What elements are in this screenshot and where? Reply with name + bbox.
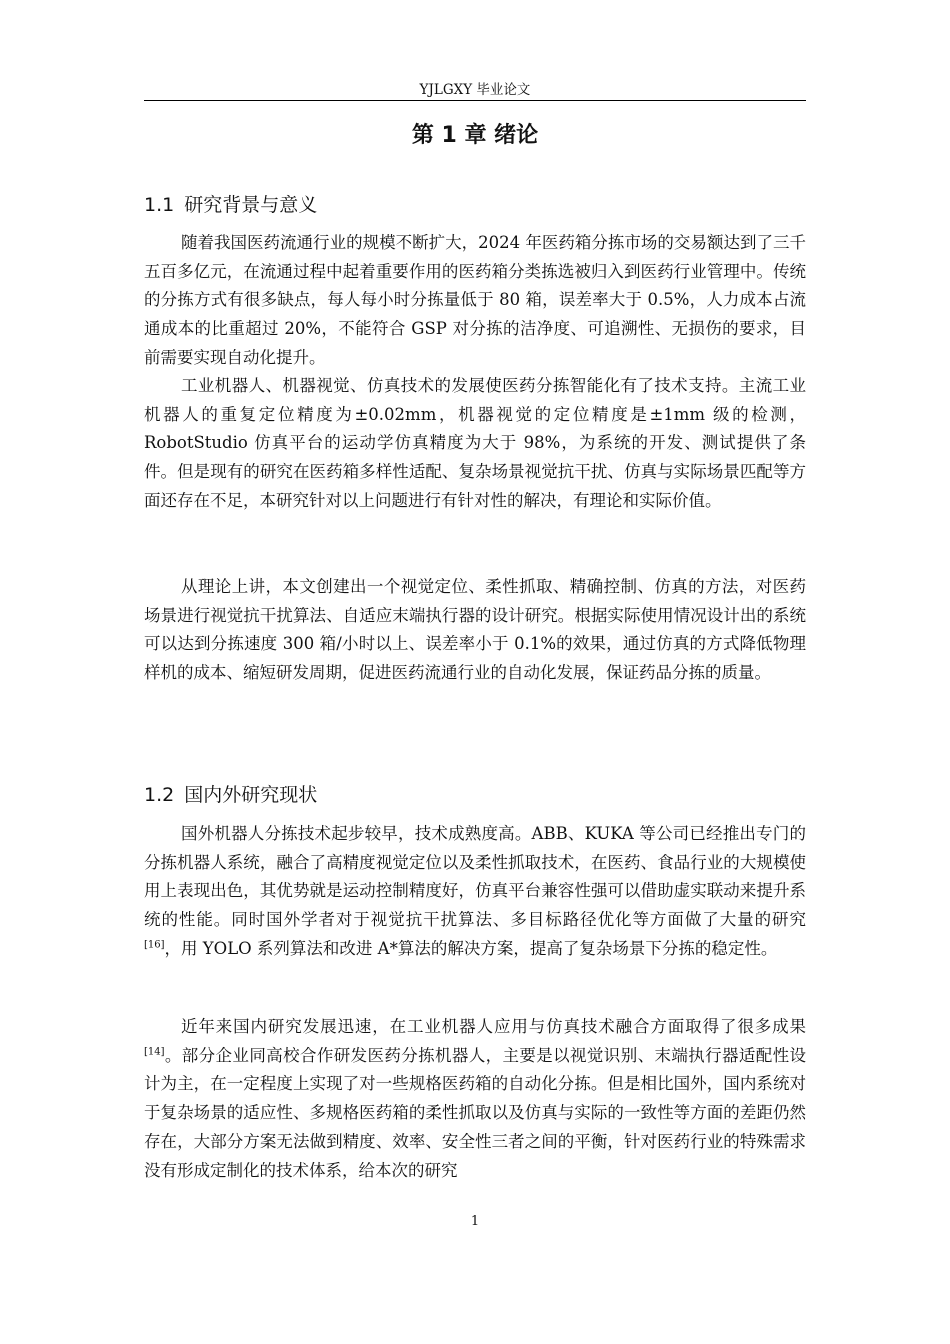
chapter-title: 第 1 章 绪论 xyxy=(411,123,539,148)
section-title: 研究背景与意义 xyxy=(184,194,318,216)
paragraph-text: 国外机器人分拣技术起步较早，技术成熟度高。ABB、KUKA 等公司已经推出专门的分拣机器人系统，融合了高精度视觉定位以及柔性抓取技术，在医药、食品行业的大规模使用上表现出色，其优势就是运动控制精度好，仿真平台兼容性强可以借助虚实联动来提升系统的性能。同时国外学者对于视觉抗干扰算法、多目标路径优化等方面做了大量的研究 xyxy=(144,824,806,930)
paragraph xyxy=(144,820,806,964)
paragraph: 随着我国医药流通行业的规模不断扩大，2024 年医药箱分拣市场的交易额达到了三千五百多亿元，在流通过程中起着重要作用的医药箱分类拣选被归入到医药行业管理中。传统的分拣方式有很多缺点，每人每小时分拣量低于 80 箱，误差率大于 0.5%，人力成本占流通成本的比重超过 20%，不能符合 GSP 对分拣的洁净度、可追溯性、无损伤的要求，目前需要实现自动化提升。 xyxy=(144,233,806,367)
section-heading-1-1 xyxy=(144,190,317,217)
paragraph: 从理论上讲，本文创建出一个视觉定位、柔性抓取、精确控制、仿真的方法，对医药场景进行视觉抗干扰算法、自适应末端执行器的设计研究。根据实际使用情况设计出的系统可以达到分拣速度 300 箱/小时以上、误差率小于 0.1%的效果，通过仿真的方式降低物理样机的成本、缩短研发周期，促进医药流通行业的自动化发展，保证药品分拣的质量。 xyxy=(144,577,806,683)
section-heading-1-2 xyxy=(144,780,317,807)
running-header: YJLGXY 毕业论文 xyxy=(419,82,531,98)
section-title: 国内外研究现状 xyxy=(184,784,318,806)
section-number: 1.1 xyxy=(144,194,175,216)
citation: [14] xyxy=(144,1046,165,1058)
page-number: 1 xyxy=(470,1214,480,1229)
citation: [16] xyxy=(144,939,165,951)
header-rule xyxy=(144,100,806,101)
paragraph-text: 。部分企业同高校合作研发医药分拣机器人，主要是以视觉识别、末端执行器适配性设计为主，在一定程度上实现了对一些规格医药箱的自动化分拣。但是相比国外，国内系统对于复杂场景的适应性、多规格医药箱的柔性抓取以及仿真与实际的一致性等方面的差距仍然存在，大部分方案无法做到精度、效率、安全性三者之间的平衡，针对医药行业的特殊需求没有形成定制化的技术体系，给本次的研究 xyxy=(144,1045,806,1180)
paragraph xyxy=(144,1013,806,1185)
paragraph-text: 近年来国内研究发展迅速，在工业机器人应用与仿真技术融合方面取得了很多成果 xyxy=(181,1017,806,1036)
section-number: 1.2 xyxy=(144,784,175,806)
paragraph-text: ，用 YOLO 系列算法和改进 A*算法的解决方案，提高了复杂场景下分拣的稳定性。 xyxy=(164,938,778,958)
paragraph: 工业机器人、机器视觉、仿真技术的发展使医药分拣智能化有了技术支持。主流工业机器人的重复定位精度为±0.02mm，机器视觉的定位精度是±1mm 级的检测，RobotStudio 仿真平台的运动学仿真精度为大于 98%，为系统的开发、测试提供了条件。但是现有的研究在医药箱多样性适配、复杂场景视觉抗干扰、仿真与实际场景匹配等方面还存在不足，本研究针对以上问题进行有针对性的解决，有理论和实际价值。 xyxy=(144,376,806,510)
